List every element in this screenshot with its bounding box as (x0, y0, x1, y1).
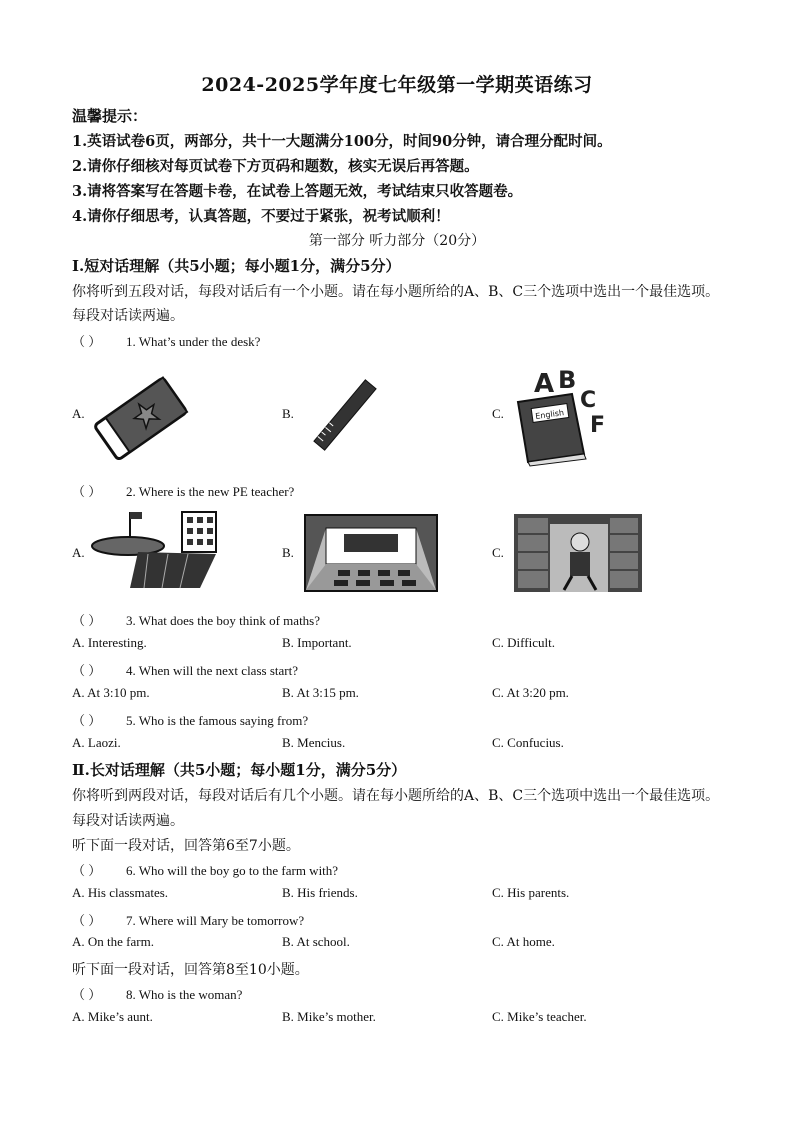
library-icon[interactable] (514, 514, 642, 592)
section1-instruction-1: 你将听到五段对话，每段对话后有一个小题。请在每小题所给的A、B、C三个选项中选出一个最佳选项。 (72, 284, 720, 300)
section2-instruction-1: 你将听到两段对话，每段对话后有几个小题。请在每小题所给的A、B、C三个选项中选出一个最佳选项。 (72, 788, 720, 804)
question-text: 4. When will the next class start? (126, 663, 298, 678)
option-b[interactable]: B. At school. (282, 934, 350, 949)
section2-sub-instruction-1: 听下面一段对话，回答第6至7小题。 (72, 838, 300, 854)
section1-heading: Ⅰ.短对话理解（共5小题；每小题1分，满分5分） (72, 257, 401, 275)
tip-line-2: 2.请你仔细核对每页试卷下方页码和题数，核实无误后再答题。 (72, 158, 479, 175)
question-text: 8. Who is the woman? (126, 987, 243, 1002)
option-b[interactable]: B. Mencius. (282, 735, 346, 750)
question-text: 3. What does the boy think of maths? (126, 613, 321, 628)
section1-instruction-2: 每段对话读两遍。 (72, 308, 184, 324)
option-b[interactable]: B. At 3:15 pm. (282, 685, 359, 700)
book-letter-b: B (558, 366, 577, 394)
question-4 (72, 660, 298, 679)
tip-line-1: 1.英语试卷6页，两部分，共十一大题满分100分，时间90分钟，请合理分配时间。 (72, 133, 612, 150)
option-c[interactable]: C. Difficult. (492, 635, 555, 650)
tip-line-3: 3.请将答案写在答题卡卷，在试卷上答题无效，考试结束只收答题卷。 (72, 183, 523, 200)
option-a[interactable]: A. His classmates. (72, 885, 169, 900)
question-1 (72, 331, 260, 350)
page-title: 2024-2025学年度七年级第一学期英语练习 (201, 74, 593, 96)
part1-heading: 第一部分 听力部分（20分） (308, 233, 486, 249)
tip-line-4: 4.请你仔细思考，认真答题，不要过于紧张，祝考试顺利！ (72, 208, 450, 225)
question-3 (72, 610, 320, 629)
question-6 (72, 860, 338, 879)
answer-blank[interactable]: （ ） (72, 334, 102, 349)
option-b-label: B. (282, 406, 294, 421)
section2-heading: Ⅱ.长对话理解（共5小题；每小题1分，满分5分） (72, 761, 407, 779)
answer-blank[interactable]: （ ） (72, 484, 102, 499)
option-a[interactable]: A. On the farm. (72, 934, 154, 949)
classroom-icon[interactable] (304, 514, 438, 592)
option-a[interactable]: A. Mike’s aunt. (72, 1009, 153, 1024)
option-b[interactable]: B. Important. (282, 635, 352, 650)
ruler-icon[interactable] (305, 375, 385, 455)
answer-blank[interactable]: （ ） (72, 913, 102, 928)
question-text: 2. Where is the new PE teacher? (126, 484, 295, 499)
option-a-label: A. (72, 406, 85, 421)
tips-heading: 温馨提示： (72, 107, 148, 125)
question-text: 5. Who is the famous saying from? (126, 713, 309, 728)
question-7 (72, 910, 304, 929)
section2-instruction-2: 每段对话读两遍。 (72, 813, 184, 829)
section2-sub-instruction-2: 听下面一段对话，回答第8至10小题。 (72, 962, 309, 978)
question-8 (72, 984, 242, 1003)
answer-blank[interactable]: （ ） (72, 713, 102, 728)
question-text: 1. What’s under the desk? (126, 334, 261, 349)
option-c[interactable]: C. At home. (492, 934, 555, 949)
playground-icon[interactable] (88, 508, 220, 590)
question-2 (72, 481, 294, 500)
answer-blank[interactable]: （ ） (72, 663, 102, 678)
eraser-icon[interactable] (90, 368, 190, 468)
option-b-label: B. (282, 545, 294, 560)
option-c[interactable]: C. His parents. (492, 885, 570, 900)
answer-blank[interactable]: （ ） (72, 613, 102, 628)
option-c-label: C. (492, 406, 504, 421)
book-label: English (534, 408, 565, 422)
question-5 (72, 710, 308, 729)
option-b[interactable]: B. Mike’s mother. (282, 1009, 376, 1024)
question-text: 6. Who will the boy go to the farm with? (126, 863, 339, 878)
option-a[interactable]: A. Interesting. (72, 635, 147, 650)
book-letter-f: F (590, 413, 606, 438)
answer-blank[interactable]: （ ） (72, 987, 102, 1002)
book-letter-c: C (580, 388, 597, 413)
question-text: 7. Where will Mary be tomorrow? (126, 913, 305, 928)
option-a-label: A. (72, 545, 85, 560)
option-c[interactable]: C. At 3:20 pm. (492, 685, 569, 700)
option-b[interactable]: B. His friends. (282, 885, 358, 900)
english-book-icon[interactable] (510, 362, 615, 467)
option-a[interactable]: A. Laozi. (72, 735, 121, 750)
book-letter-a: A (534, 369, 555, 399)
option-a[interactable]: A. At 3:10 pm. (72, 685, 150, 700)
option-c-label: C. (492, 545, 504, 560)
option-c[interactable]: C. Mike’s teacher. (492, 1009, 587, 1024)
option-c[interactable]: C. Confucius. (492, 735, 564, 750)
answer-blank[interactable]: （ ） (72, 863, 102, 878)
